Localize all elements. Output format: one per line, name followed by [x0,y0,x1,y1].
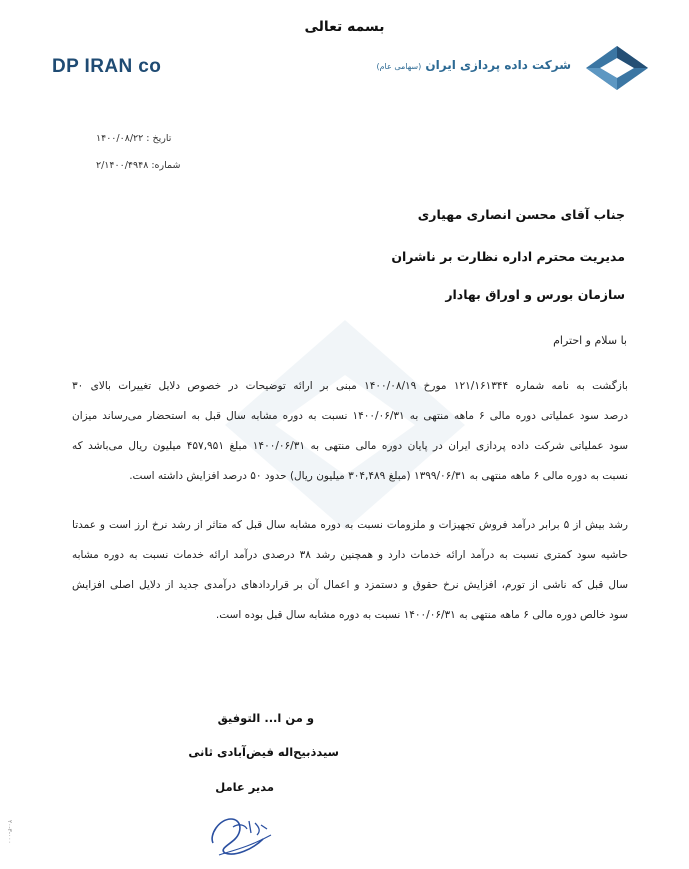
body-line: سود عملیاتی شرکت داده پردازی ایران در پایان دوره مالی منتهی به ۱۴۰۰/۰۶/۳۱ مبلغ ۴۵۷,۹۵۱ میلیون ریال می‌باشد که [72,440,628,452]
dp-iran-diamond-logo-icon [584,44,650,92]
body-line: سود خالص دوره مالی ۶ ماهه منتهی به ۱۴۰۰/۰۶/۳۱ نسبت به دوره مشابه سال قبل بوده است. [215,609,628,621]
body-line: بازگشت به نامه شماره ۱۲۱/۱۶۱۳۴۴ مورخ ۱۴۰۰/۰۸/۱۹ مبنی بر ارائه توضیحات در خصوص دلایل تغییرات بالای ۳۰ [72,380,628,392]
handwritten-signature-icon [205,805,277,860]
body-paragraph-1 [72,371,628,491]
company-type-suffix: (سهامی عام) [376,62,422,71]
body-line: سال قبل که ناشی از تورم، افزایش نرخ حقوق و دستمزد و اعمال آن بر قراردادهای درآمدی جدید از دلایل اصلی افزایش [72,579,628,591]
body-line: حاشیه سود کمتری نسبت به درآمد ارائه خدمات دارد و همچنین رشد ۳۸ درصدی درآمد ارائه خدمات نسبت به دوره مشابه [72,549,628,561]
body-paragraph-2 [72,510,628,630]
body-line: رشد بیش از ۵ برابر درآمد فروش تجهیزات و ملزومات نسبت به دوره مشابه سال قبل که متاثر از رشد نرخ ارز است و عمدتا [72,519,629,531]
letter-number [96,160,180,171]
company-name-fa-text: شرکت داده پردازی ایران [425,58,571,72]
date-label: تاریخ : [146,133,172,144]
recipient-department: مدیریت محترم اداره نظارت بر ناشران [391,249,625,264]
bismillah-heading: بسمه تعالی [304,19,385,35]
number-value: ۲/۱۴۰۰/۴۹۴۸ [96,160,149,171]
date-value: ۱۴۰۰/۰۸/۲۲ [96,133,144,144]
greeting: با سلام و احترام [553,334,627,347]
company-name-en: DP IRAN co [52,56,162,77]
number-label: شماره: [151,160,181,171]
closing-phrase-text: و من ا... التوفیق [217,711,314,725]
signer-title-text: مدیر عامل [215,780,274,794]
recipient-name: جناب آقای محسن انصاری مهیاری [417,207,625,222]
company-name-fa [376,58,571,72]
body-line: نسبت به دوره مالی ۶ ماهه منتهی به ۱۳۹۹/۰۶/۳۱ (مبلغ ۳۰۴,۴۸۹ میلیون ریال) حدود ۵۰ درصد افزایش داشته است. [129,470,628,482]
body-line: درصد سود عملیاتی دوره مالی ۶ ماهه منتهی به ۱۴۰۰/۰۶/۳۱ نسبت به دوره مشابه سال قبل به استحضار می‌رساند میزان [72,410,629,422]
letter-date [96,133,171,144]
margin-note: ۲۰-۳-۰۰۰ [6,820,13,844]
recipient-organization: سازمان بورس و اوراق بهادار [445,287,625,302]
signer-name-text: سیدذبیح‌اله فیض‌آبادی ثانی [188,745,339,759]
